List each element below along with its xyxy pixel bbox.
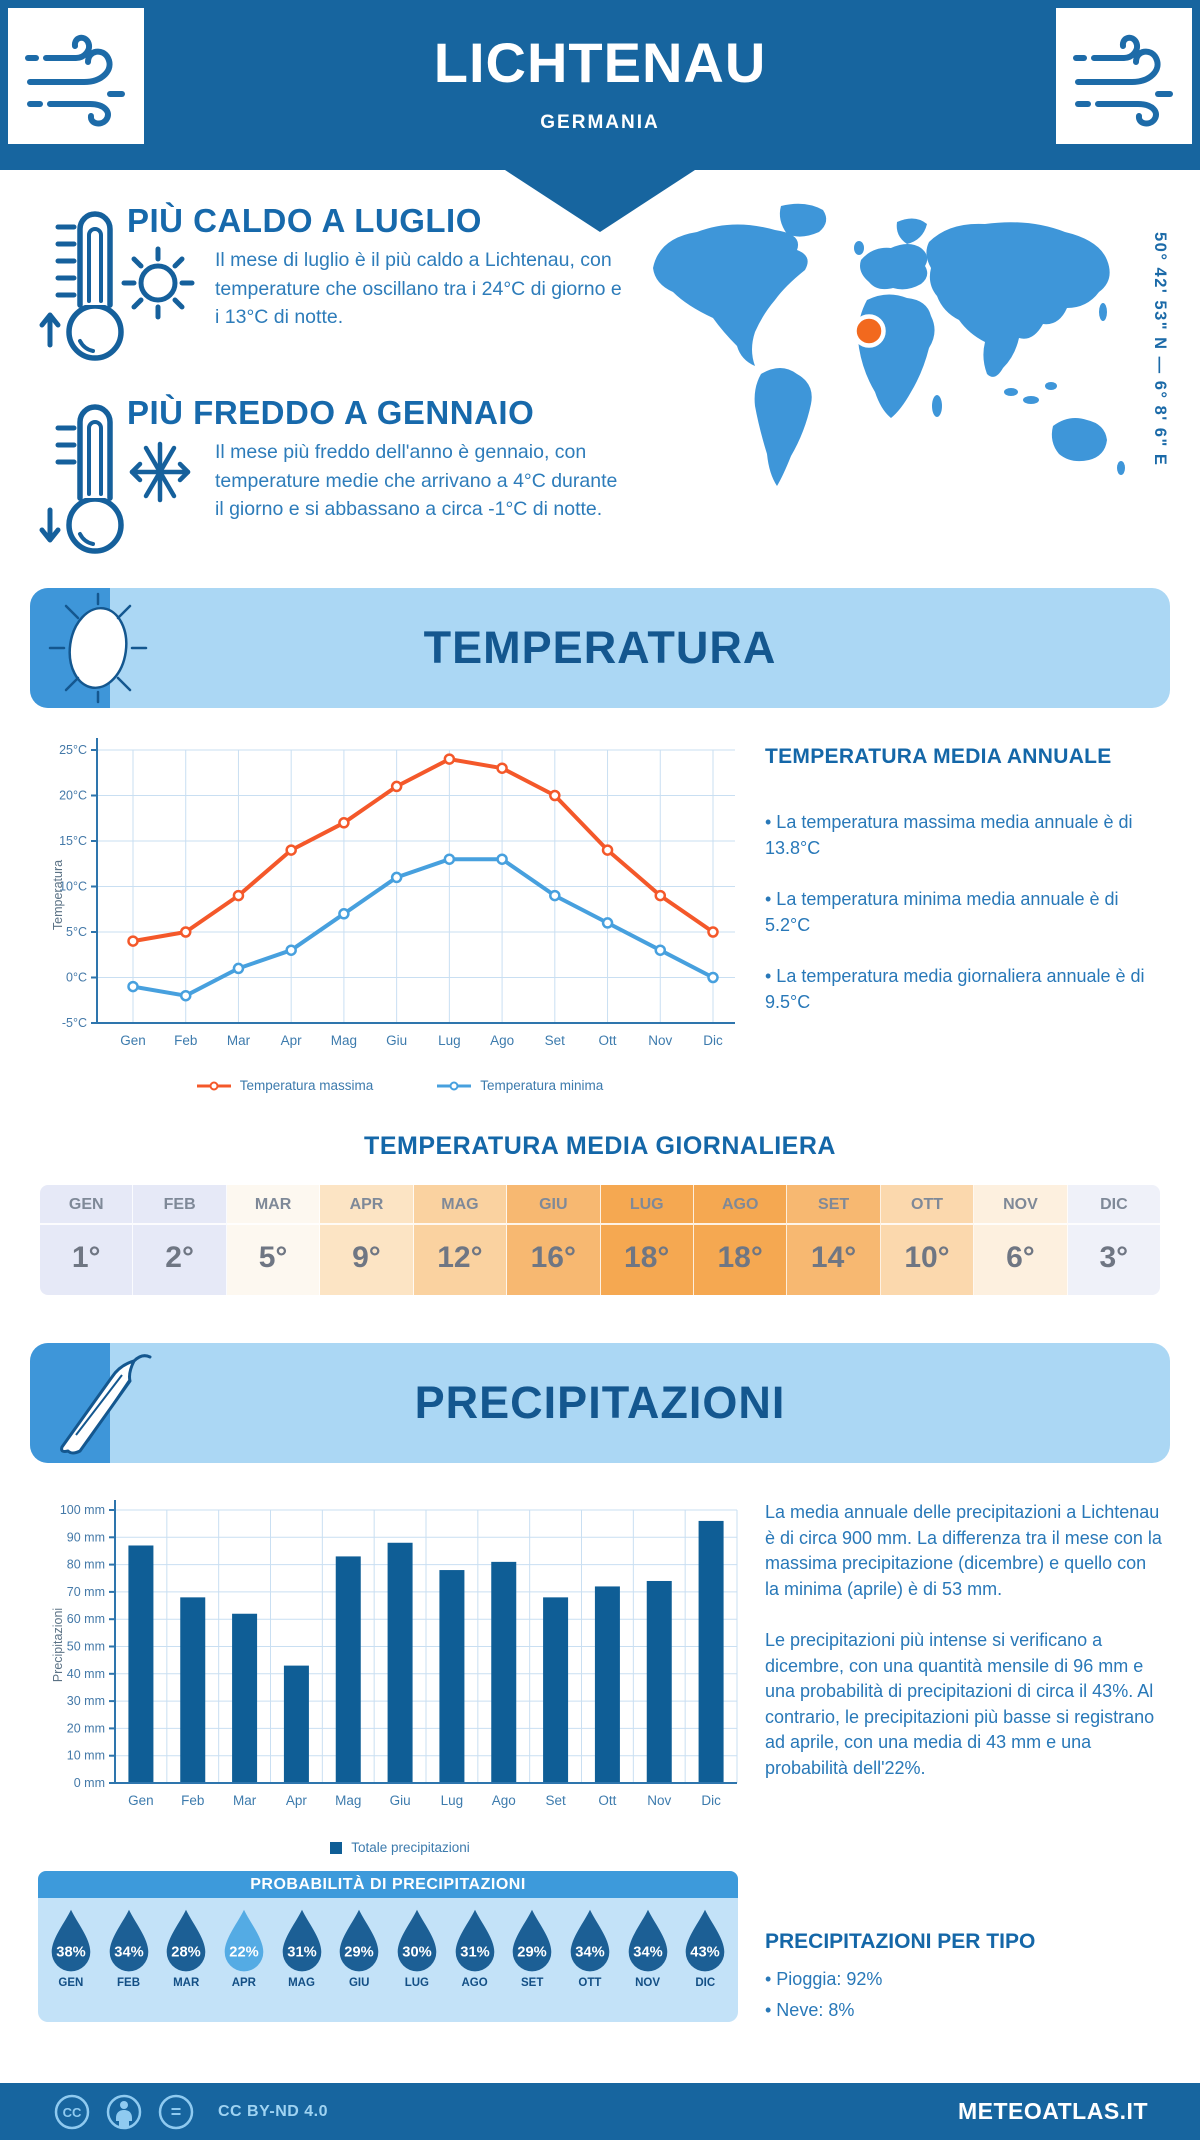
- probability-month-label: DIC: [695, 1977, 716, 1989]
- data-point: [234, 964, 243, 973]
- data-point: [498, 855, 507, 864]
- x-tick-label: Gen: [120, 1033, 146, 1048]
- daily-month-label: FEB: [163, 1196, 196, 1213]
- probability-month-label: MAG: [288, 1977, 315, 1989]
- series-line: [133, 759, 713, 941]
- data-point: [656, 946, 665, 955]
- x-tick-label: Mar: [232, 1793, 257, 1808]
- bar-chart-y-axis-label: Precipitazioni: [51, 1607, 65, 1683]
- probability-value: 34%: [575, 1944, 605, 1961]
- probability-header: PROBABILITÀ DI PRECIPITAZIONI: [38, 1871, 738, 1898]
- daily-month-label: SET: [818, 1196, 850, 1213]
- daily-month-label: MAG: [441, 1196, 479, 1213]
- precipitation-types-heading: PRECIPITAZIONI PER TIPO: [765, 1930, 1036, 1953]
- daily-temp-value: 6°: [974, 1223, 1066, 1295]
- probability-column-dic: [676, 1898, 734, 2022]
- temperature-section-title: TEMPERATURA: [423, 622, 777, 673]
- line-chart-y-axis-label: Temperatura: [51, 859, 65, 931]
- y-tick-label: 10 mm: [66, 1748, 105, 1763]
- data-point: [129, 937, 138, 946]
- probability-value: 34%: [632, 1944, 663, 1961]
- y-tick-label: 50 mm: [66, 1639, 105, 1654]
- probability-value: 30%: [402, 1944, 432, 1961]
- data-point: [392, 782, 401, 791]
- probability-month-label: FEB: [117, 1977, 140, 1989]
- bar-feb: [180, 1597, 205, 1783]
- probability-month-label: GIU: [348, 1977, 370, 1989]
- y-tick-label: 70 mm: [66, 1584, 105, 1599]
- warm-section-title: PIÙ CALDO A LUGLIO: [127, 202, 482, 239]
- droplet-icon: [449, 1907, 501, 1975]
- line-chart-legend: [55, 1078, 745, 1093]
- bar-nov: [647, 1581, 672, 1783]
- y-tick-label: 20 mm: [66, 1721, 105, 1736]
- daily-month-label: DIC: [1100, 1196, 1128, 1213]
- probability-value: 29%: [517, 1944, 547, 1961]
- probability-value: 31%: [459, 1944, 490, 1961]
- daily-temp-value: 3°: [1068, 1223, 1160, 1295]
- bar-apr: [284, 1666, 309, 1783]
- bar-ago: [491, 1562, 516, 1783]
- license-label: CC BY-ND 4.0: [218, 2102, 329, 2120]
- droplet-icon: [103, 1907, 155, 1975]
- site-name: METEOATLAS.IT: [957, 2098, 1148, 2124]
- precipitation-type-item: • Pioggia: 92%: [765, 1969, 883, 1989]
- data-point: [708, 928, 717, 937]
- x-tick-label: Dic: [703, 1033, 723, 1048]
- legend-item: [197, 1078, 374, 1093]
- x-tick-label: Set: [545, 1793, 566, 1808]
- probability-value: 38%: [56, 1944, 86, 1961]
- daily-month-label: GIU: [539, 1196, 568, 1213]
- precipitation-type-item: • Neve: 8%: [765, 1999, 855, 2020]
- daily-month-label: NOV: [1003, 1196, 1038, 1213]
- sun-icon: [42, 592, 162, 704]
- data-point: [603, 918, 612, 927]
- y-tick-label: 10°C: [59, 879, 87, 894]
- x-tick-label: Nov: [648, 1033, 673, 1048]
- temperature-line-chart: [55, 725, 745, 1060]
- probability-column-giu: [330, 1898, 388, 2022]
- bar-mag: [336, 1556, 361, 1783]
- data-point: [550, 891, 559, 900]
- warm-section-text: Il mese di luglio è il più caldo a Lichtenau, con temperature che oscillano tra i 24°C di giorno e i 13°C di notte.: [215, 249, 622, 329]
- y-tick-label: 20°C: [59, 788, 87, 803]
- data-point: [603, 846, 612, 855]
- y-tick-label: 25°C: [59, 743, 87, 757]
- daily-month-label: OTT: [911, 1196, 943, 1213]
- probability-month-label: AGO: [461, 1977, 488, 1989]
- creative-commons-icons: [52, 2092, 204, 2132]
- annual-temp-bullet: • La temperatura massima media annuale è di 13.8°C: [765, 812, 1133, 858]
- legend-marker: [197, 1081, 231, 1091]
- daily-temperature-table: [40, 1185, 1160, 1295]
- daily-temp-value: 5°: [227, 1223, 319, 1295]
- x-tick-label: Lug: [438, 1033, 461, 1048]
- daily-temp-value: 18°: [601, 1223, 693, 1295]
- daily-temp-value: 10°: [881, 1223, 973, 1295]
- world-map: [635, 200, 1135, 505]
- data-point: [129, 982, 138, 991]
- probability-column-ago: [446, 1898, 504, 2022]
- page-subtitle: GERMANIA: [540, 112, 660, 133]
- probability-column-apr: [215, 1898, 273, 2022]
- probability-month-label: MAR: [173, 1977, 200, 1989]
- bar-mar: [232, 1614, 257, 1783]
- legend-marker: [330, 1842, 342, 1854]
- annual-temp-bullet: • La temperatura minima media annuale è di 5.2°C: [765, 889, 1119, 935]
- droplet-icon: [218, 1907, 270, 1975]
- daily-temp-value: 2°: [133, 1223, 225, 1295]
- droplet-icon: [679, 1907, 731, 1975]
- data-point: [656, 891, 665, 900]
- x-tick-label: Mag: [330, 1033, 358, 1048]
- data-point: [181, 991, 190, 1000]
- x-tick-label: Lug: [440, 1793, 464, 1808]
- data-point: [339, 909, 348, 918]
- daily-month-label: MAR: [254, 1196, 292, 1213]
- data-point: [287, 946, 296, 955]
- droplet-icon: [160, 1907, 212, 1975]
- daily-temp-cell-lug: [601, 1185, 694, 1295]
- x-tick-label: Nov: [647, 1793, 672, 1808]
- daily-temp-cell-mag: [414, 1185, 507, 1295]
- y-tick-label: 80 mm: [66, 1557, 105, 1572]
- annual-temperature-bullets: [765, 810, 1165, 1041]
- daily-temp-value: 16°: [507, 1223, 599, 1295]
- precipitation-section-band: [30, 1343, 1170, 1463]
- daily-temp-cell-nov: [974, 1185, 1067, 1295]
- probability-droplet-row: [38, 1898, 738, 2022]
- probability-month-label: GEN: [58, 1977, 84, 1989]
- probability-value: 31%: [286, 1944, 317, 1961]
- daily-temp-value: 1°: [40, 1223, 132, 1295]
- x-tick-label: Feb: [181, 1793, 205, 1808]
- y-tick-label: -5°C: [61, 1016, 87, 1030]
- daily-temp-cell-mar: [227, 1185, 320, 1295]
- daily-temp-value: 9°: [320, 1223, 412, 1295]
- cold-section-text: Il mese più freddo dell'anno è gennaio, con temperature medie che arrivano a 4°C durante il giorno e si abbassano a circa -1°C di notte.: [215, 441, 618, 521]
- legend-label: Totale precipitazioni: [351, 1840, 470, 1855]
- data-point: [445, 855, 454, 864]
- precipitation-text: [765, 1500, 1165, 1807]
- probability-month-label: LUG: [404, 1977, 429, 1989]
- precipitation-probability-block: [38, 1871, 738, 2022]
- droplet-icon: [622, 1907, 674, 1975]
- y-tick-label: 60 mm: [66, 1612, 105, 1627]
- daily-temp-cell-ott: [881, 1185, 974, 1295]
- daily-month-label: APR: [349, 1196, 384, 1213]
- bar-giu: [388, 1543, 413, 1783]
- daily-temp-cell-dic: [1068, 1185, 1160, 1295]
- data-point: [550, 791, 559, 800]
- legend-marker: [437, 1081, 471, 1091]
- bar-gen: [128, 1545, 153, 1783]
- droplet-icon: [506, 1907, 558, 1975]
- legend-label: Temperatura minima: [480, 1078, 604, 1093]
- data-point: [708, 973, 717, 982]
- precipitation-paragraph: La media annuale delle precipitazioni a Lichtenau è di circa 900 mm. La differenza tra il mese con la massima precipitazione (dicembre) e quello con la minima (aprile) è di 53 mm.: [765, 1502, 1162, 1599]
- daily-month-label: LUG: [629, 1196, 664, 1213]
- daily-temp-cell-set: [787, 1185, 880, 1295]
- x-tick-label: Giu: [389, 1793, 411, 1808]
- bar-set: [543, 1597, 568, 1783]
- probability-month-label: SET: [521, 1977, 544, 1989]
- x-tick-label: Mar: [226, 1033, 251, 1048]
- svg-text:=: =: [170, 2101, 182, 2122]
- x-tick-label: Gen: [128, 1793, 154, 1808]
- bar-chart-legend: [55, 1840, 745, 1855]
- probability-column-set: [503, 1898, 561, 2022]
- annual-temp-bullet: • La temperatura media giornaliera annuale è di 9.5°C: [765, 966, 1145, 1012]
- data-point: [445, 755, 454, 764]
- data-point: [234, 891, 243, 900]
- daily-temperature-heading: TEMPERATURA MEDIA GIORNALIERA: [364, 1132, 836, 1160]
- legend-label: Temperatura massima: [239, 1078, 374, 1093]
- probability-value: 34%: [113, 1944, 144, 1961]
- probability-month-label: NOV: [635, 1977, 661, 1989]
- y-tick-label: 0 mm: [73, 1776, 105, 1790]
- footer-license-group: [52, 2083, 328, 2140]
- daily-temp-cell-giu: [507, 1185, 600, 1295]
- y-tick-label: 0°C: [66, 970, 87, 985]
- precipitation-types-list: [765, 1964, 882, 2026]
- y-tick-label: 100 mm: [59, 1503, 105, 1517]
- daily-month-label: AGO: [721, 1196, 759, 1213]
- daily-temp-cell-feb: [133, 1185, 226, 1295]
- daily-temp-value: 18°: [694, 1223, 786, 1295]
- daily-temp-value: 12°: [414, 1223, 506, 1295]
- x-tick-label: Ago: [491, 1793, 516, 1808]
- footer-bar: [0, 2083, 1200, 2140]
- droplet-icon: [45, 1907, 97, 1975]
- daily-temp-cell-ago: [694, 1185, 787, 1295]
- probability-value: 22%: [229, 1944, 259, 1961]
- precipitation-bar-chart: [55, 1492, 745, 1812]
- x-tick-label: Dic: [701, 1793, 721, 1808]
- precipitation-section-title: PRECIPITAZIONI: [414, 1377, 786, 1428]
- annual-temperature-heading: TEMPERATURA MEDIA ANNUALE: [765, 745, 1112, 768]
- daily-temp-value: 14°: [787, 1223, 879, 1295]
- x-tick-label: Apr: [285, 1793, 307, 1808]
- probability-month-label: APR: [231, 1977, 256, 1989]
- precipitation-paragraph: Le precipitazioni più intense si verificano a dicembre, con una quantità mensile di 96 mm e una probabilità di precipitazioni di circa il 43%. Al contrario, le precipitazioni più basse si registrano ad aprile, con una media di 43 mm e una probabilità dell'22%.: [765, 1630, 1155, 1778]
- bar-lug: [439, 1570, 464, 1783]
- x-tick-label: Set: [544, 1033, 565, 1048]
- coordinates-label: 50° 42' 53" N — 6° 8' 6" E: [1151, 232, 1169, 467]
- y-tick-label: 15°C: [59, 834, 87, 848]
- probability-column-mag: [273, 1898, 331, 2022]
- droplet-icon: [333, 1907, 385, 1975]
- droplet-icon: [391, 1907, 443, 1975]
- legend-item: [330, 1840, 470, 1855]
- probability-column-ott: [561, 1898, 619, 2022]
- x-tick-label: Feb: [174, 1033, 198, 1048]
- x-tick-label: Ott: [598, 1793, 617, 1808]
- y-tick-label: 40 mm: [66, 1666, 105, 1681]
- x-tick-label: Ago: [490, 1033, 515, 1048]
- x-tick-label: Giu: [386, 1033, 408, 1048]
- legend-item: [437, 1078, 603, 1093]
- x-tick-label: Mag: [335, 1793, 362, 1808]
- cold-section-title: PIÙ FREDDO A GENNAIO: [127, 394, 535, 431]
- temperature-section-band: [30, 588, 1170, 708]
- daily-month-label: GEN: [68, 1196, 104, 1213]
- data-point: [181, 928, 190, 937]
- svg-text:CC: CC: [62, 2104, 82, 2120]
- probability-column-gen: [42, 1898, 100, 2022]
- map-location-marker: [855, 317, 884, 346]
- page-title: LICHTENAU: [433, 31, 767, 94]
- y-tick-label: 90 mm: [66, 1530, 105, 1545]
- data-point: [392, 873, 401, 882]
- daily-temp-cell-apr: [320, 1185, 413, 1295]
- probability-column-mar: [157, 1898, 215, 2022]
- umbrella-icon: [42, 1347, 162, 1459]
- data-point: [287, 846, 296, 855]
- x-tick-label: Ott: [598, 1033, 617, 1048]
- y-tick-label: 30 mm: [66, 1694, 105, 1709]
- data-point: [498, 764, 507, 773]
- probability-value: 43%: [690, 1944, 720, 1961]
- probability-month-label: OTT: [578, 1977, 602, 1989]
- probability-column-nov: [619, 1898, 677, 2022]
- droplet-icon: [276, 1907, 328, 1975]
- y-tick-label: 5°C: [66, 925, 87, 939]
- data-point: [339, 818, 348, 827]
- probability-column-lug: [388, 1898, 446, 2022]
- series-line: [133, 859, 713, 996]
- bar-dic: [699, 1521, 724, 1783]
- probability-column-feb: [100, 1898, 158, 2022]
- x-tick-label: Apr: [280, 1033, 302, 1048]
- droplet-icon: [564, 1907, 616, 1975]
- bar-ott: [595, 1586, 620, 1783]
- probability-value: 29%: [344, 1944, 374, 1961]
- probability-value: 28%: [171, 1944, 201, 1961]
- daily-temp-cell-gen: [40, 1185, 133, 1295]
